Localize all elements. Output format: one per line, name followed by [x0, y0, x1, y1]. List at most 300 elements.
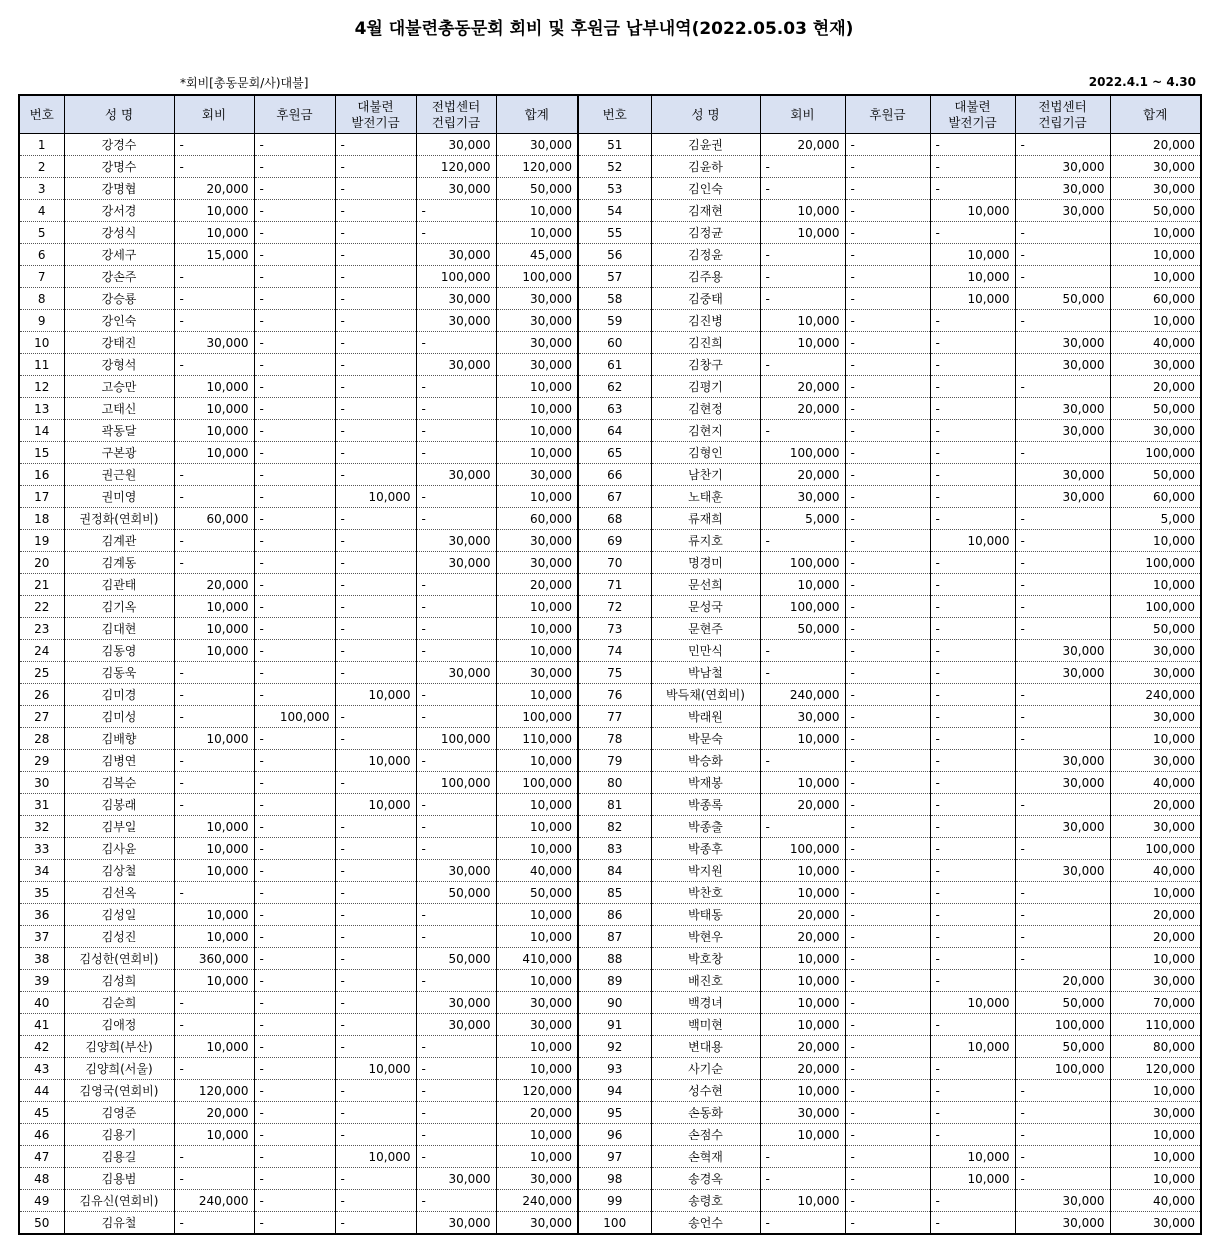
cell-name: 김동욱 [64, 662, 174, 684]
cell-center-fund: 120,000 [416, 156, 496, 178]
table-row [19, 816, 1201, 838]
cell-donation: - [254, 464, 335, 486]
cell-name: 김주용 [651, 266, 760, 288]
cell-donation: - [845, 926, 930, 948]
cell-name: 사기순 [651, 1058, 760, 1080]
cell-no: 91 [578, 1014, 651, 1036]
cell-total: 45,000 [496, 244, 578, 266]
cell-center-fund: 50,000 [1015, 288, 1110, 310]
cell-no: 16 [19, 464, 64, 486]
cell-center-fund: 30,000 [1015, 860, 1110, 882]
cell-total: 10,000 [496, 1036, 578, 1058]
cell-donation: - [254, 596, 335, 618]
cell-center-fund: 30,000 [1015, 750, 1110, 772]
cell-no: 30 [19, 772, 64, 794]
table-row [19, 684, 1201, 706]
cell-no: 83 [578, 838, 651, 860]
cell-no: 35 [19, 882, 64, 904]
cell-center-fund: 100,000 [416, 772, 496, 794]
cell-dev-fund: - [335, 310, 416, 332]
cell-name: 김인숙 [651, 178, 760, 200]
cell-fee: - [760, 530, 845, 552]
cell-total: 30,000 [496, 354, 578, 376]
cell-total: 20,000 [1110, 904, 1201, 926]
fee-note: *회비[총동문회/사)대불] [180, 76, 309, 90]
cell-total: 100,000 [1110, 838, 1201, 860]
cell-donation: - [845, 156, 930, 178]
cell-center-fund: - [416, 904, 496, 926]
cell-no: 65 [578, 442, 651, 464]
cell-dev-fund: - [930, 860, 1015, 882]
cell-dev-fund: - [930, 376, 1015, 398]
cell-donation: - [254, 266, 335, 288]
table-row [19, 1036, 1201, 1058]
cell-fee: 20,000 [760, 464, 845, 486]
cell-dev-fund: - [335, 266, 416, 288]
cell-donation: - [845, 706, 930, 728]
cell-dev-fund: - [930, 640, 1015, 662]
cell-no: 24 [19, 640, 64, 662]
cell-name: 김상철 [64, 860, 174, 882]
cell-donation: - [254, 288, 335, 310]
cell-no: 49 [19, 1190, 64, 1212]
cell-total: 30,000 [1110, 354, 1201, 376]
cell-dev-fund: - [335, 596, 416, 618]
cell-center-fund: 30,000 [416, 1014, 496, 1036]
cell-name: 손혁재 [651, 1146, 760, 1168]
cell-donation: - [254, 1014, 335, 1036]
cell-dev-fund: - [335, 948, 416, 970]
col-header-no: 번호 [19, 95, 64, 134]
table-row [19, 728, 1201, 750]
cell-fee: - [174, 706, 254, 728]
cell-fee: - [174, 134, 254, 156]
cell-dev-fund: - [335, 134, 416, 156]
cell-no: 69 [578, 530, 651, 552]
cell-no: 61 [578, 354, 651, 376]
cell-dev-fund: - [335, 618, 416, 640]
cell-fee: - [174, 1058, 254, 1080]
cell-fee: - [174, 992, 254, 1014]
cell-total: 30,000 [1110, 706, 1201, 728]
cell-dev-fund: - [335, 178, 416, 200]
cell-donation: - [845, 134, 930, 156]
cell-total: 30,000 [1110, 178, 1201, 200]
cell-name: 김윤하 [651, 156, 760, 178]
cell-center-fund: 30,000 [1015, 1212, 1110, 1235]
cell-center-fund: 30,000 [1015, 816, 1110, 838]
cell-center-fund: - [1015, 244, 1110, 266]
cell-dev-fund: 10,000 [930, 1168, 1015, 1190]
cell-fee: 30,000 [760, 1102, 845, 1124]
cell-name: 손점수 [651, 1124, 760, 1146]
cell-name: 김현정 [651, 398, 760, 420]
cell-center-fund: - [1015, 838, 1110, 860]
cell-dev-fund: - [930, 574, 1015, 596]
table-row [19, 332, 1201, 354]
cell-donation: - [845, 530, 930, 552]
cell-no: 4 [19, 200, 64, 222]
cell-dev-fund: - [335, 816, 416, 838]
cell-fee: 100,000 [760, 596, 845, 618]
cell-dev-fund: - [335, 1036, 416, 1058]
cell-dev-fund: - [930, 882, 1015, 904]
cell-dev-fund: - [930, 728, 1015, 750]
col-header-donation: 후원금 [254, 95, 335, 134]
cell-name: 김영국(연회비) [64, 1080, 174, 1102]
cell-dev-fund: - [930, 1058, 1015, 1080]
cell-total: 100,000 [496, 266, 578, 288]
cell-donation: - [845, 728, 930, 750]
cell-name: 김성일 [64, 904, 174, 926]
cell-no: 85 [578, 882, 651, 904]
cell-dev-fund: - [335, 244, 416, 266]
cell-donation: - [254, 816, 335, 838]
cell-center-fund: - [416, 816, 496, 838]
cell-fee: 100,000 [760, 442, 845, 464]
cell-fee: 10,000 [760, 200, 845, 222]
cell-donation: - [254, 948, 335, 970]
cell-center-fund: 30,000 [1015, 398, 1110, 420]
cell-center-fund: 30,000 [416, 244, 496, 266]
cell-donation: - [254, 134, 335, 156]
cell-no: 13 [19, 398, 64, 420]
cell-total: 10,000 [1110, 530, 1201, 552]
cell-name: 류재희 [651, 508, 760, 530]
cell-dev-fund: - [335, 1168, 416, 1190]
cell-donation: - [845, 464, 930, 486]
cell-center-fund: 50,000 [416, 948, 496, 970]
cell-total: 10,000 [496, 816, 578, 838]
cell-donation: - [845, 1080, 930, 1102]
cell-name: 박승화 [651, 750, 760, 772]
cell-no: 7 [19, 266, 64, 288]
col-header-name: 성 명 [651, 95, 760, 134]
cell-no: 74 [578, 640, 651, 662]
cell-dev-fund: - [930, 354, 1015, 376]
cell-dev-fund: - [335, 376, 416, 398]
cell-fee: 20,000 [760, 926, 845, 948]
cell-fee: - [174, 1014, 254, 1036]
cell-no: 96 [578, 1124, 651, 1146]
cell-donation: - [845, 1014, 930, 1036]
cell-name: 박찬호 [651, 882, 760, 904]
cell-fee: - [174, 882, 254, 904]
cell-name: 고태신 [64, 398, 174, 420]
cell-fee: 10,000 [174, 728, 254, 750]
cell-fee: 10,000 [174, 1124, 254, 1146]
table-row [19, 640, 1201, 662]
cell-dev-fund: - [930, 904, 1015, 926]
cell-no: 64 [578, 420, 651, 442]
cell-center-fund: - [416, 1102, 496, 1124]
cell-name: 문성국 [651, 596, 760, 618]
cell-fee: 10,000 [760, 860, 845, 882]
cell-total: 30,000 [1110, 750, 1201, 772]
cell-center-fund: - [416, 1190, 496, 1212]
cell-name: 권정화(연회비) [64, 508, 174, 530]
cell-no: 12 [19, 376, 64, 398]
col-header-total: 합계 [496, 95, 578, 134]
cell-dev-fund: - [930, 816, 1015, 838]
cell-center-fund: 30,000 [416, 288, 496, 310]
cell-center-fund: - [1015, 1124, 1110, 1146]
cell-dev-fund: - [335, 200, 416, 222]
table-row [19, 1146, 1201, 1168]
cell-donation: - [845, 772, 930, 794]
col-header-fee: 회비 [174, 95, 254, 134]
cell-total: 10,000 [496, 398, 578, 420]
cell-fee: 20,000 [174, 178, 254, 200]
cell-center-fund: 30,000 [1015, 486, 1110, 508]
table-row [19, 420, 1201, 442]
cell-no: 81 [578, 794, 651, 816]
cell-name: 문선희 [651, 574, 760, 596]
cell-fee: 20,000 [174, 1102, 254, 1124]
cell-total: 5,000 [1110, 508, 1201, 530]
cell-center-fund: - [1015, 948, 1110, 970]
cell-name: 김순희 [64, 992, 174, 1014]
cell-center-fund: 30,000 [1015, 354, 1110, 376]
cell-no: 3 [19, 178, 64, 200]
center-fund-line1: 전법센터 [431, 98, 481, 114]
cell-total: 60,000 [1110, 486, 1201, 508]
cell-total: 120,000 [1110, 1058, 1201, 1080]
cell-no: 6 [19, 244, 64, 266]
cell-name: 김평기 [651, 376, 760, 398]
cell-center-fund: - [1015, 1146, 1110, 1168]
cell-total: 40,000 [1110, 1190, 1201, 1212]
cell-name: 박남철 [651, 662, 760, 684]
cell-no: 48 [19, 1168, 64, 1190]
cell-donation: - [254, 574, 335, 596]
cell-dev-fund: 10,000 [930, 530, 1015, 552]
cell-donation: - [845, 618, 930, 640]
cell-fee: - [760, 1212, 845, 1235]
cell-center-fund: - [416, 1146, 496, 1168]
cell-donation: - [254, 640, 335, 662]
cell-dev-fund: - [335, 904, 416, 926]
table-row [19, 398, 1201, 420]
cell-donation: - [845, 640, 930, 662]
cell-total: 10,000 [496, 442, 578, 464]
cell-dev-fund: - [335, 860, 416, 882]
cell-center-fund: 30,000 [1015, 1190, 1110, 1212]
cell-dev-fund: - [930, 970, 1015, 992]
cell-fee: 10,000 [174, 860, 254, 882]
cell-total: 10,000 [1110, 1080, 1201, 1102]
cell-dev-fund: - [930, 1014, 1015, 1036]
cell-name: 김윤권 [651, 134, 760, 156]
cell-total: 120,000 [496, 1080, 578, 1102]
cell-fee: 10,000 [174, 442, 254, 464]
cell-no: 77 [578, 706, 651, 728]
cell-fee: - [174, 1146, 254, 1168]
cell-total: 40,000 [1110, 332, 1201, 354]
cell-donation: - [845, 508, 930, 530]
cell-name: 송령호 [651, 1190, 760, 1212]
cell-name: 백경녀 [651, 992, 760, 1014]
table-row [19, 1168, 1201, 1190]
cell-donation: - [254, 244, 335, 266]
cell-dev-fund: - [930, 706, 1015, 728]
table-row [19, 948, 1201, 970]
cell-fee: - [760, 354, 845, 376]
cell-total: 60,000 [1110, 288, 1201, 310]
cell-total: 10,000 [496, 376, 578, 398]
cell-no: 29 [19, 750, 64, 772]
cell-total: 30,000 [496, 992, 578, 1014]
cell-center-fund: - [416, 1124, 496, 1146]
cell-name: 강서경 [64, 200, 174, 222]
cell-fee: 10,000 [174, 420, 254, 442]
cell-no: 15 [19, 442, 64, 464]
cell-name: 김유철 [64, 1212, 174, 1235]
cell-dev-fund: - [930, 1124, 1015, 1146]
cell-dev-fund: - [930, 508, 1015, 530]
table-row [19, 794, 1201, 816]
cell-name: 류지호 [651, 530, 760, 552]
cell-donation: - [254, 508, 335, 530]
cell-total: 30,000 [1110, 816, 1201, 838]
cell-name: 김용길 [64, 1146, 174, 1168]
cell-donation: - [254, 398, 335, 420]
cell-donation: - [845, 1212, 930, 1235]
cell-dev-fund: - [930, 596, 1015, 618]
cell-center-fund: 50,000 [416, 882, 496, 904]
cell-dev-fund: 10,000 [335, 684, 416, 706]
cell-donation: - [254, 882, 335, 904]
cell-fee: - [174, 662, 254, 684]
cell-donation: - [254, 970, 335, 992]
cell-no: 43 [19, 1058, 64, 1080]
cell-total: 110,000 [1110, 1014, 1201, 1036]
cell-name: 민만식 [651, 640, 760, 662]
cell-donation: - [845, 288, 930, 310]
cell-total: 110,000 [496, 728, 578, 750]
cell-center-fund: - [416, 508, 496, 530]
cell-donation: - [845, 1168, 930, 1190]
cell-fee: - [760, 750, 845, 772]
cell-dev-fund: - [930, 222, 1015, 244]
cell-dev-fund: - [335, 1124, 416, 1146]
cell-donation: - [845, 442, 930, 464]
cell-name: 권미영 [64, 486, 174, 508]
cell-center-fund: - [1015, 706, 1110, 728]
cell-center-fund: 30,000 [1015, 420, 1110, 442]
cell-center-fund: 100,000 [1015, 1014, 1110, 1036]
cell-center-fund: 30,000 [1015, 772, 1110, 794]
cell-fee: - [760, 816, 845, 838]
table-row [19, 706, 1201, 728]
cell-dev-fund: - [930, 1080, 1015, 1102]
table-row [19, 596, 1201, 618]
cell-fee: 10,000 [174, 640, 254, 662]
cell-no: 59 [578, 310, 651, 332]
cell-donation: - [845, 816, 930, 838]
cell-total: 10,000 [496, 1146, 578, 1168]
cell-donation: - [254, 904, 335, 926]
cell-dev-fund: 10,000 [930, 244, 1015, 266]
cell-dev-fund: - [335, 970, 416, 992]
cell-fee: - [174, 310, 254, 332]
cell-donation: - [254, 1212, 335, 1235]
cell-donation: - [845, 178, 930, 200]
cell-fee: 120,000 [174, 1080, 254, 1102]
cell-no: 53 [578, 178, 651, 200]
cell-dev-fund: 10,000 [335, 1146, 416, 1168]
cell-fee: - [174, 772, 254, 794]
cell-total: 30,000 [496, 1212, 578, 1235]
cell-fee: - [174, 486, 254, 508]
cell-donation: - [845, 552, 930, 574]
cell-dev-fund: - [930, 420, 1015, 442]
cell-no: 88 [578, 948, 651, 970]
cell-dev-fund: - [930, 750, 1015, 772]
cell-no: 63 [578, 398, 651, 420]
col-header-no: 번호 [578, 95, 651, 134]
cell-total: 410,000 [496, 948, 578, 970]
table-row [19, 266, 1201, 288]
table-row [19, 1058, 1201, 1080]
dev-fund-line2: 발전기금 [948, 114, 997, 130]
cell-dev-fund: - [930, 332, 1015, 354]
cell-center-fund: - [1015, 508, 1110, 530]
cell-dev-fund: 10,000 [930, 1036, 1015, 1058]
cell-total: 70,000 [1110, 992, 1201, 1014]
cell-donation: - [254, 1124, 335, 1146]
cell-donation: - [845, 970, 930, 992]
table-row [19, 310, 1201, 332]
cell-no: 50 [19, 1212, 64, 1235]
cell-total: 10,000 [496, 618, 578, 640]
cell-dev-fund: - [930, 794, 1015, 816]
table-row [19, 244, 1201, 266]
cell-no: 94 [578, 1080, 651, 1102]
cell-center-fund: - [1015, 882, 1110, 904]
cell-dev-fund: - [335, 1080, 416, 1102]
cell-total: 30,000 [1110, 970, 1201, 992]
center-fund-line2: 건립기금 [431, 114, 481, 130]
cell-name: 권근원 [64, 464, 174, 486]
cell-no: 73 [578, 618, 651, 640]
cell-dev-fund: 10,000 [930, 288, 1015, 310]
cell-dev-fund: - [930, 1190, 1015, 1212]
cell-no: 89 [578, 970, 651, 992]
cell-no: 90 [578, 992, 651, 1014]
cell-fee: 10,000 [760, 992, 845, 1014]
cell-center-fund: - [1015, 222, 1110, 244]
cell-donation: - [254, 618, 335, 640]
cell-dev-fund: - [930, 1212, 1015, 1235]
cell-no: 32 [19, 816, 64, 838]
cell-no: 82 [578, 816, 651, 838]
cell-no: 11 [19, 354, 64, 376]
cell-no: 51 [578, 134, 651, 156]
cell-total: 10,000 [1110, 882, 1201, 904]
cell-fee: 10,000 [174, 200, 254, 222]
cell-dev-fund: - [335, 552, 416, 574]
cell-donation: - [254, 178, 335, 200]
cell-center-fund: - [416, 442, 496, 464]
cell-dev-fund: - [335, 1212, 416, 1235]
cell-donation: - [254, 420, 335, 442]
cell-no: 70 [578, 552, 651, 574]
cell-total: 10,000 [496, 640, 578, 662]
cell-total: 50,000 [1110, 618, 1201, 640]
cell-fee: - [760, 640, 845, 662]
cell-name: 김형인 [651, 442, 760, 464]
